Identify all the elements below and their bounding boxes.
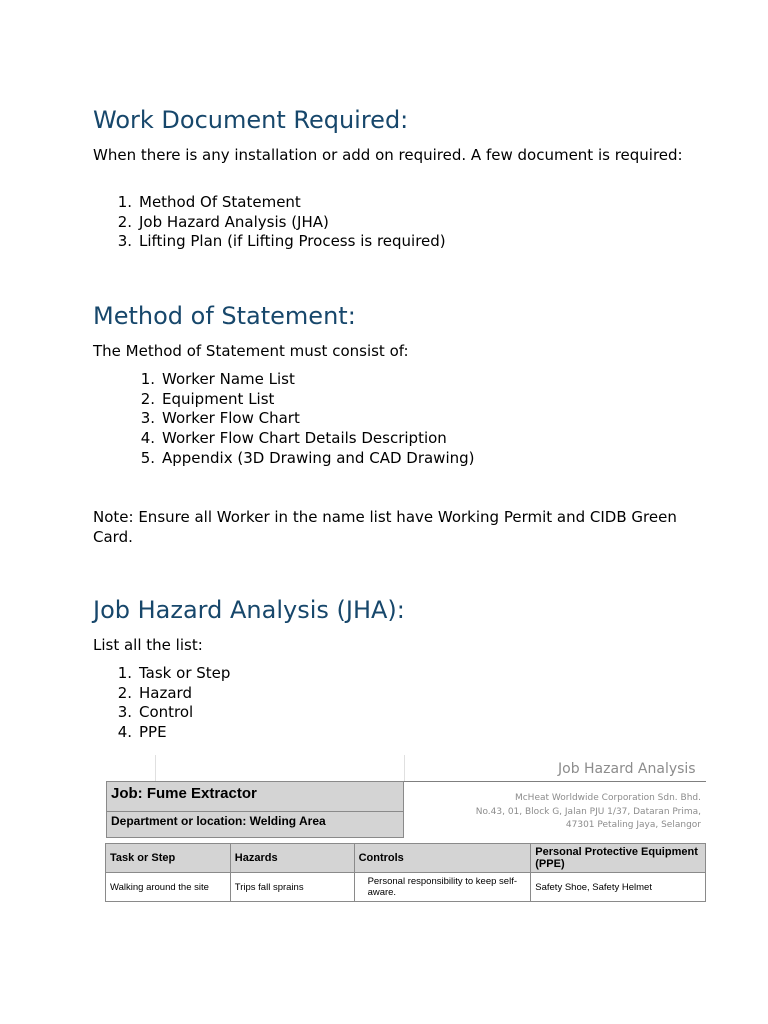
list-item: 3. Worker Flow Chart [140, 409, 300, 428]
faint-divider [155, 755, 156, 781]
column-header-controls: Controls [354, 844, 531, 873]
table-row [106, 873, 706, 902]
work-doc-list [117, 193, 446, 252]
jha-intro: List all the list: [93, 636, 203, 654]
table-header-row [106, 844, 706, 873]
form-title: Job Hazard Analysis [558, 761, 696, 777]
method-intro: The Method of Statement must consist of: [93, 342, 409, 360]
list-item: 1. Task or Step [117, 664, 231, 682]
list-item: 4. PPE [117, 723, 167, 742]
list-item: 2. Equipment List [140, 389, 275, 408]
list-item: 3. Lifting Plan (if Lifting Process is required) [117, 232, 446, 251]
company-address-line-1: No.43, 01, Block G, Jalan PJU 1/37, Dataran Prima, [475, 806, 701, 817]
method-note: Note: Ensure all Worker in the name list have Working Permit and CIDB Green Card. [93, 508, 677, 546]
table-cell: Personal responsibility to keep self-aware. [354, 873, 531, 902]
column-header-hazards: Hazards [230, 844, 354, 873]
jha-list [117, 664, 231, 743]
company-name: McHeat Worldwide Corporation Sdn. Bhd. [514, 793, 701, 803]
list-item: 2. Hazard [117, 683, 192, 702]
department-location: Department or location: Welding Area [111, 814, 326, 828]
table-cell: Trips fall sprains [230, 873, 354, 902]
column-header-task: Task or Step [106, 844, 231, 873]
company-address-line-2: 47301 Petaling Jaya, Selangor [565, 820, 701, 830]
job-info-box [106, 781, 404, 838]
list-item: 4. Worker Flow Chart Details Description [140, 429, 447, 448]
list-item: 1. Worker Name List [140, 370, 295, 388]
table-cell: Walking around the site [106, 873, 231, 902]
method-list [140, 370, 475, 469]
faint-divider [404, 755, 405, 781]
jha-table [105, 843, 706, 902]
heading-method-of-statement: Method of Statement: [93, 302, 356, 330]
job-title: Job: Fume Extractor [111, 785, 257, 802]
list-item: 1. Method Of Statement [117, 193, 301, 211]
list-item: 5. Appendix (3D Drawing and CAD Drawing) [140, 448, 475, 467]
table-cell: Safety Shoe, Safety Helmet [531, 873, 706, 902]
job-box-divider [107, 811, 403, 812]
list-item: 2. Job Hazard Analysis (JHA) [117, 212, 329, 231]
company-block [476, 792, 701, 833]
heading-job-hazard-analysis: Job Hazard Analysis (JHA): [93, 596, 405, 624]
column-header-ppe: Personal Protective Equipment (PPE) [531, 844, 706, 873]
work-doc-intro: When there is any installation or add on required. A few document is required: [93, 146, 683, 164]
heading-work-document-required: Work Document Required: [93, 106, 409, 134]
list-item: 3. Control [117, 703, 194, 722]
